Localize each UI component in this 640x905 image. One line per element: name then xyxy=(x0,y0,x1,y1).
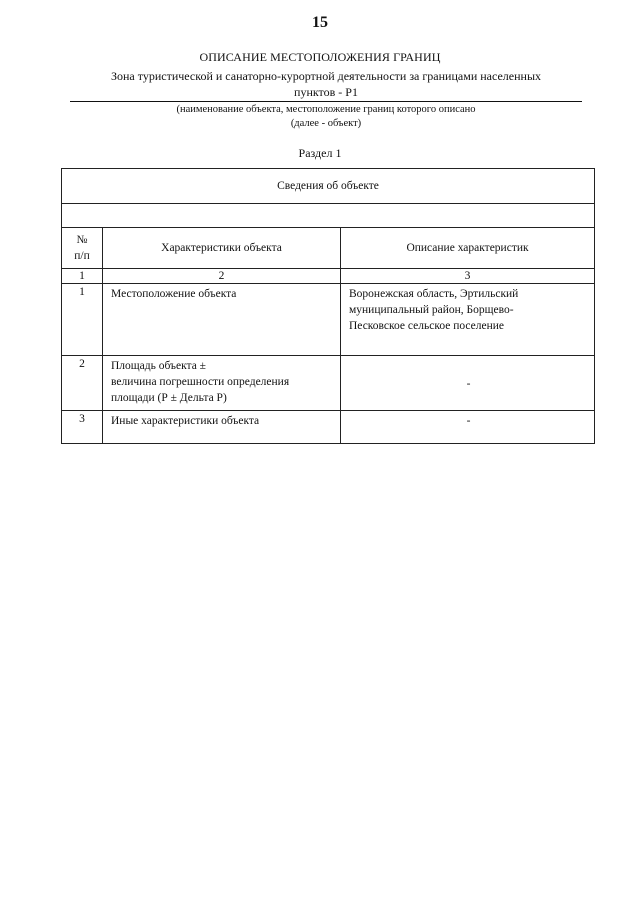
row-description-line-1: Воронежская область, Эртильский xyxy=(349,288,519,300)
row-description: - xyxy=(341,411,595,444)
table-header-row xyxy=(62,228,595,269)
row-description xyxy=(341,284,595,356)
table-row xyxy=(62,284,595,356)
caption-line-1: (наименование объекта, местоположение границ которого описано xyxy=(176,104,476,115)
table-empty-row xyxy=(62,204,595,228)
column-number-2: 2 xyxy=(103,269,341,284)
table-empty-cell xyxy=(62,204,595,228)
column-number-1: 1 xyxy=(62,269,103,284)
row-number: 3 xyxy=(62,411,103,444)
document-title: ОПИСАНИЕ МЕСТОПОЛОЖЕНИЯ ГРАНИЦ xyxy=(199,50,441,64)
column-number-row xyxy=(62,269,595,284)
row-characteristic xyxy=(103,356,341,411)
table-row xyxy=(62,411,595,444)
header-num-line-1: № xyxy=(76,234,88,246)
row-description: - xyxy=(341,356,595,411)
row-characteristic-line-1: Площадь объекта ± xyxy=(111,360,206,372)
column-number-3: 3 xyxy=(341,269,595,284)
row-number: 1 xyxy=(62,284,103,356)
object-info-table xyxy=(61,168,595,444)
row-description-line-3: Песковское сельское поселение xyxy=(349,320,504,332)
caption-line-2: (далее - объект) xyxy=(290,118,362,129)
header-num-line-2: п/п xyxy=(74,250,90,262)
row-number: 2 xyxy=(62,356,103,411)
header-num xyxy=(62,228,103,269)
header-description: Описание характеристик xyxy=(341,228,595,269)
header-characteristics: Характеристики объекта xyxy=(103,228,341,269)
table-caption-row xyxy=(62,169,595,204)
table-caption: Сведения об объекте xyxy=(62,169,595,204)
object-name-underline xyxy=(70,101,582,102)
row-characteristic-line-2: величина погрешности определения xyxy=(111,376,290,388)
object-name-line-2: пунктов - Р1 xyxy=(294,85,358,99)
row-characteristic: Местоположение объекта xyxy=(103,284,341,356)
object-name xyxy=(70,68,582,100)
page-number: 15 xyxy=(312,14,328,31)
row-characteristic-line-3: площади (Р ± Дельта Р) xyxy=(111,392,227,404)
object-name-line-1: Зона туристической и санаторно-курортной деятельности за границами населенных xyxy=(110,69,542,83)
row-characteristic: Иные характеристики объекта xyxy=(103,411,341,444)
table-row xyxy=(62,356,595,411)
section-title: Раздел 1 xyxy=(298,146,342,160)
object-name-caption xyxy=(70,103,582,131)
row-description-line-2: муниципальный район, Борщево- xyxy=(349,304,514,316)
